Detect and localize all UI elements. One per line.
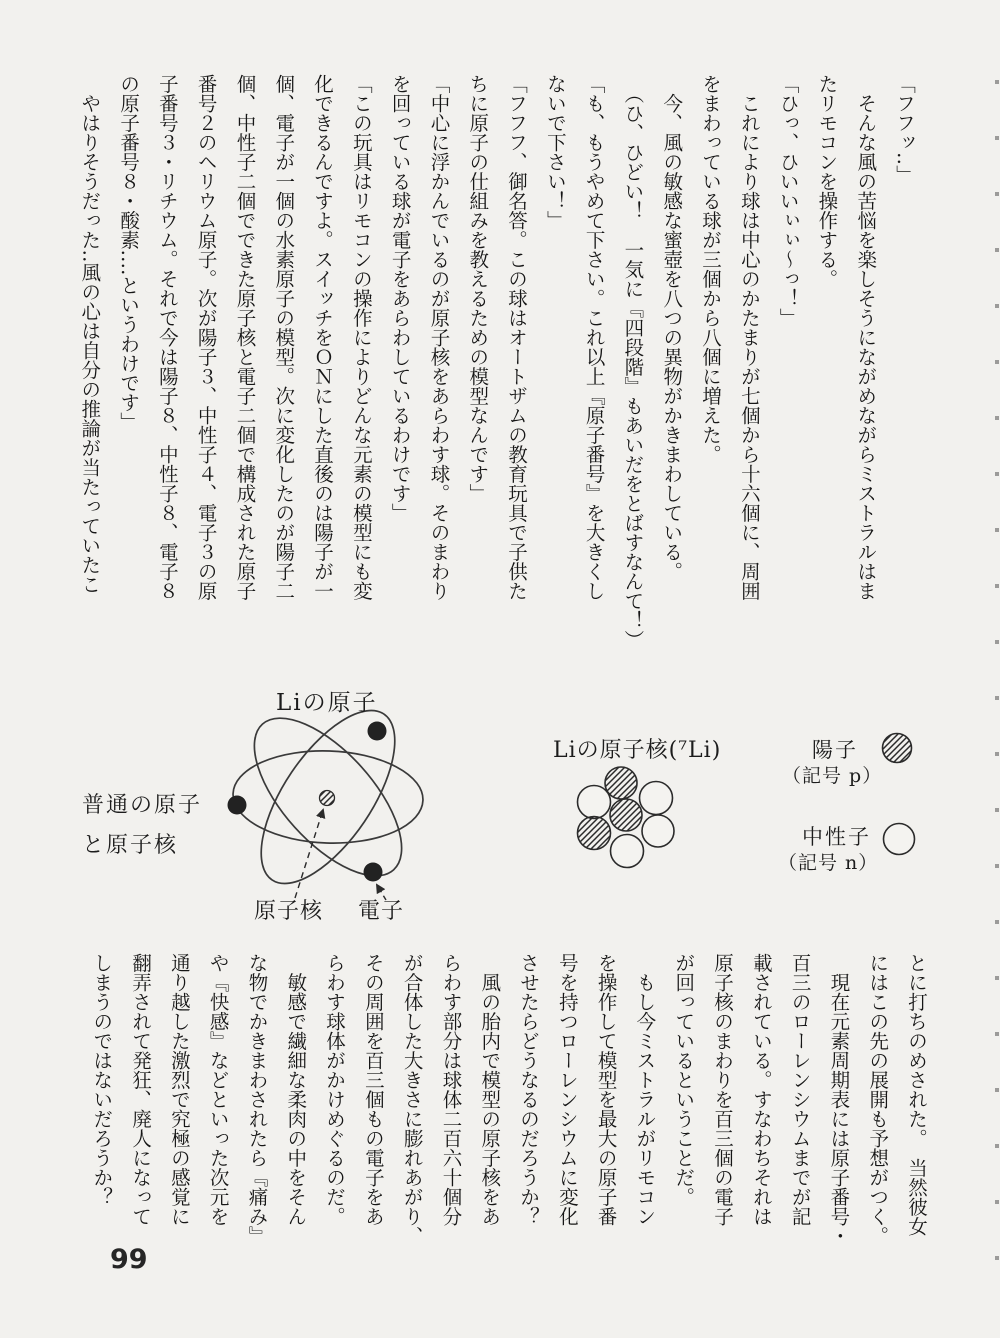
text-column: 「この玩具はリモコンの操作によりどんな元素の模型にも変 [349, 74, 371, 601]
text-column: が合体した大きさに膨れあがり、 [400, 953, 422, 1246]
nucleus-cluster [578, 767, 675, 868]
text-column: 「フフッ‥」 [893, 74, 914, 185]
text-column: 「も、もうやめて下さい。これ以上『原子番号』を大きくし [582, 74, 604, 601]
neutron-circle [578, 786, 611, 819]
proton-circle [578, 817, 611, 850]
legend-neutron-swatch [884, 824, 915, 855]
text-column: 敏感で繊細な柔肉の中をそん [284, 953, 306, 1226]
neutron-circle [640, 782, 673, 815]
text-column: 百三のローレンシウムまでが記 [788, 953, 810, 1226]
text-column: 載されている。すなわちそれは [749, 953, 771, 1226]
atom-title: Liの原子 [276, 690, 378, 716]
text-column: らわす部分は球体二百六十個分 [439, 953, 461, 1226]
text-column: 「フフフ、御名答。この球はオートザムの教育玩具で子供た [505, 74, 527, 601]
text-column: を操作して模型を最大の原子番 [594, 953, 616, 1226]
text-column: 個、中性子二個でできた原子核と電子二個で構成された原子 [233, 74, 255, 601]
text-column: な物でかきまわされたら『痛み』 [245, 953, 267, 1246]
legend-neutron-label: 中性子 [802, 825, 871, 849]
text-column: その周囲を百三個もの電子をあ [361, 953, 383, 1226]
page-number: 99 [110, 1244, 148, 1275]
proton-circle [610, 799, 642, 831]
top-text-block [68, 74, 922, 674]
electron-dots [228, 722, 387, 882]
atom-side-label-line2: と原子核 [82, 833, 179, 858]
text-column: （ひ、ひどい！ 一気に『四段階』もあいだをとばすなんて！） [621, 74, 643, 650]
text-column: や『快感』などといった次元を [206, 953, 228, 1226]
legend-proton-label: 陽子 [812, 738, 858, 762]
nucleus-dot [320, 791, 335, 806]
electron-dot [368, 722, 387, 741]
text-column: 通り越した激烈で究極の感覚に [167, 953, 189, 1226]
text-column: ないで下さい！」 [543, 74, 565, 230]
text-column: を回っている球が電子をあらわしているわけです」 [388, 74, 410, 523]
text-column: らわす球体がかけめぐるのだ。 [323, 953, 345, 1226]
legend-proton-symbol: （記号 p） [782, 765, 883, 787]
nucleus-pointer-line [295, 810, 323, 898]
nucleus-label: 原子核 [254, 899, 324, 924]
text-column: 風の胎内で模型の原子核をあ [478, 953, 500, 1226]
neutron-circle [642, 815, 674, 847]
nucleus-cluster-title: Liの原子核(⁷Li) [553, 738, 722, 763]
text-column: 今、風の敏感な蜜壺を八つの異物がかきまわしている。 [660, 74, 682, 581]
text-column: そんな風の苦悩を楽しそうにながめながらミストラルはま [854, 74, 876, 601]
electron-dot [228, 796, 247, 815]
electron-label: 電子 [358, 899, 405, 924]
text-column: にはこの先の展開も予想がつく。 [866, 953, 888, 1246]
proton-circle [605, 767, 637, 799]
legend-neutron-symbol: （記号 n） [778, 852, 879, 874]
text-column: 「ひっ、ひいいぃぃ～っ！」 [776, 74, 798, 328]
text-column: これにより球は中心のかたまりが七個から十六個に、周囲 [737, 74, 759, 601]
text-column: 翻弄されて発狂、廃人になって [129, 953, 151, 1226]
text-column: が回っているということだ。 [672, 953, 694, 1207]
text-column: 号を持つローレンシウムに変化 [555, 953, 577, 1226]
bottom-text-block [80, 953, 934, 1263]
text-column: 原子核のまわりを百三個の電子 [711, 953, 733, 1226]
neutron-circle [611, 835, 644, 868]
legend-proton-swatch [883, 734, 912, 763]
text-column: やはりそうだった‥風の心は自分の推論が当たっていたこ [78, 74, 100, 595]
page-edge-artifacts [995, 28, 999, 1280]
text-column: 現在元素周期表には原子番号・ [827, 953, 849, 1246]
text-column: をまわっている球が三個から八個に増えた。 [699, 74, 721, 464]
text-column: ちに原子の仕組みを教えるための模型なんです」 [466, 74, 488, 503]
atom-side-label-line1: 普通の原子 [82, 793, 203, 818]
text-column: 番号２のヘリウム原子。次が陽子３、中性子４、電子３の原 [194, 74, 216, 601]
text-column: たリモコンを操作する。 [815, 74, 837, 289]
text-column: させたらどうなるのだろうか？ [517, 953, 539, 1226]
electron-dot [364, 863, 383, 882]
text-column: の原子番号８・酸素‥‥というわけです」 [117, 74, 139, 432]
text-column: 個、電子が一個の水素原子の模型。次に変化したのが陽子二 [272, 74, 294, 601]
text-column: とに打ちのめされた。 当然彼女 [905, 953, 926, 1236]
text-column: 化できるんですよ。スイッチをＯＮにした直後のは陽子が一 [311, 74, 333, 601]
text-column: 子番号３・リチウム。それで今は陽子８、中性子８、電子８ [155, 74, 177, 601]
text-column: しまうのではないだろうか？ [90, 953, 112, 1207]
text-column: もし今ミストラルがリモコン [633, 953, 655, 1226]
text-column: 「中心に浮かんでいるのが原子核をあらわす球。そのまわり [427, 74, 449, 601]
